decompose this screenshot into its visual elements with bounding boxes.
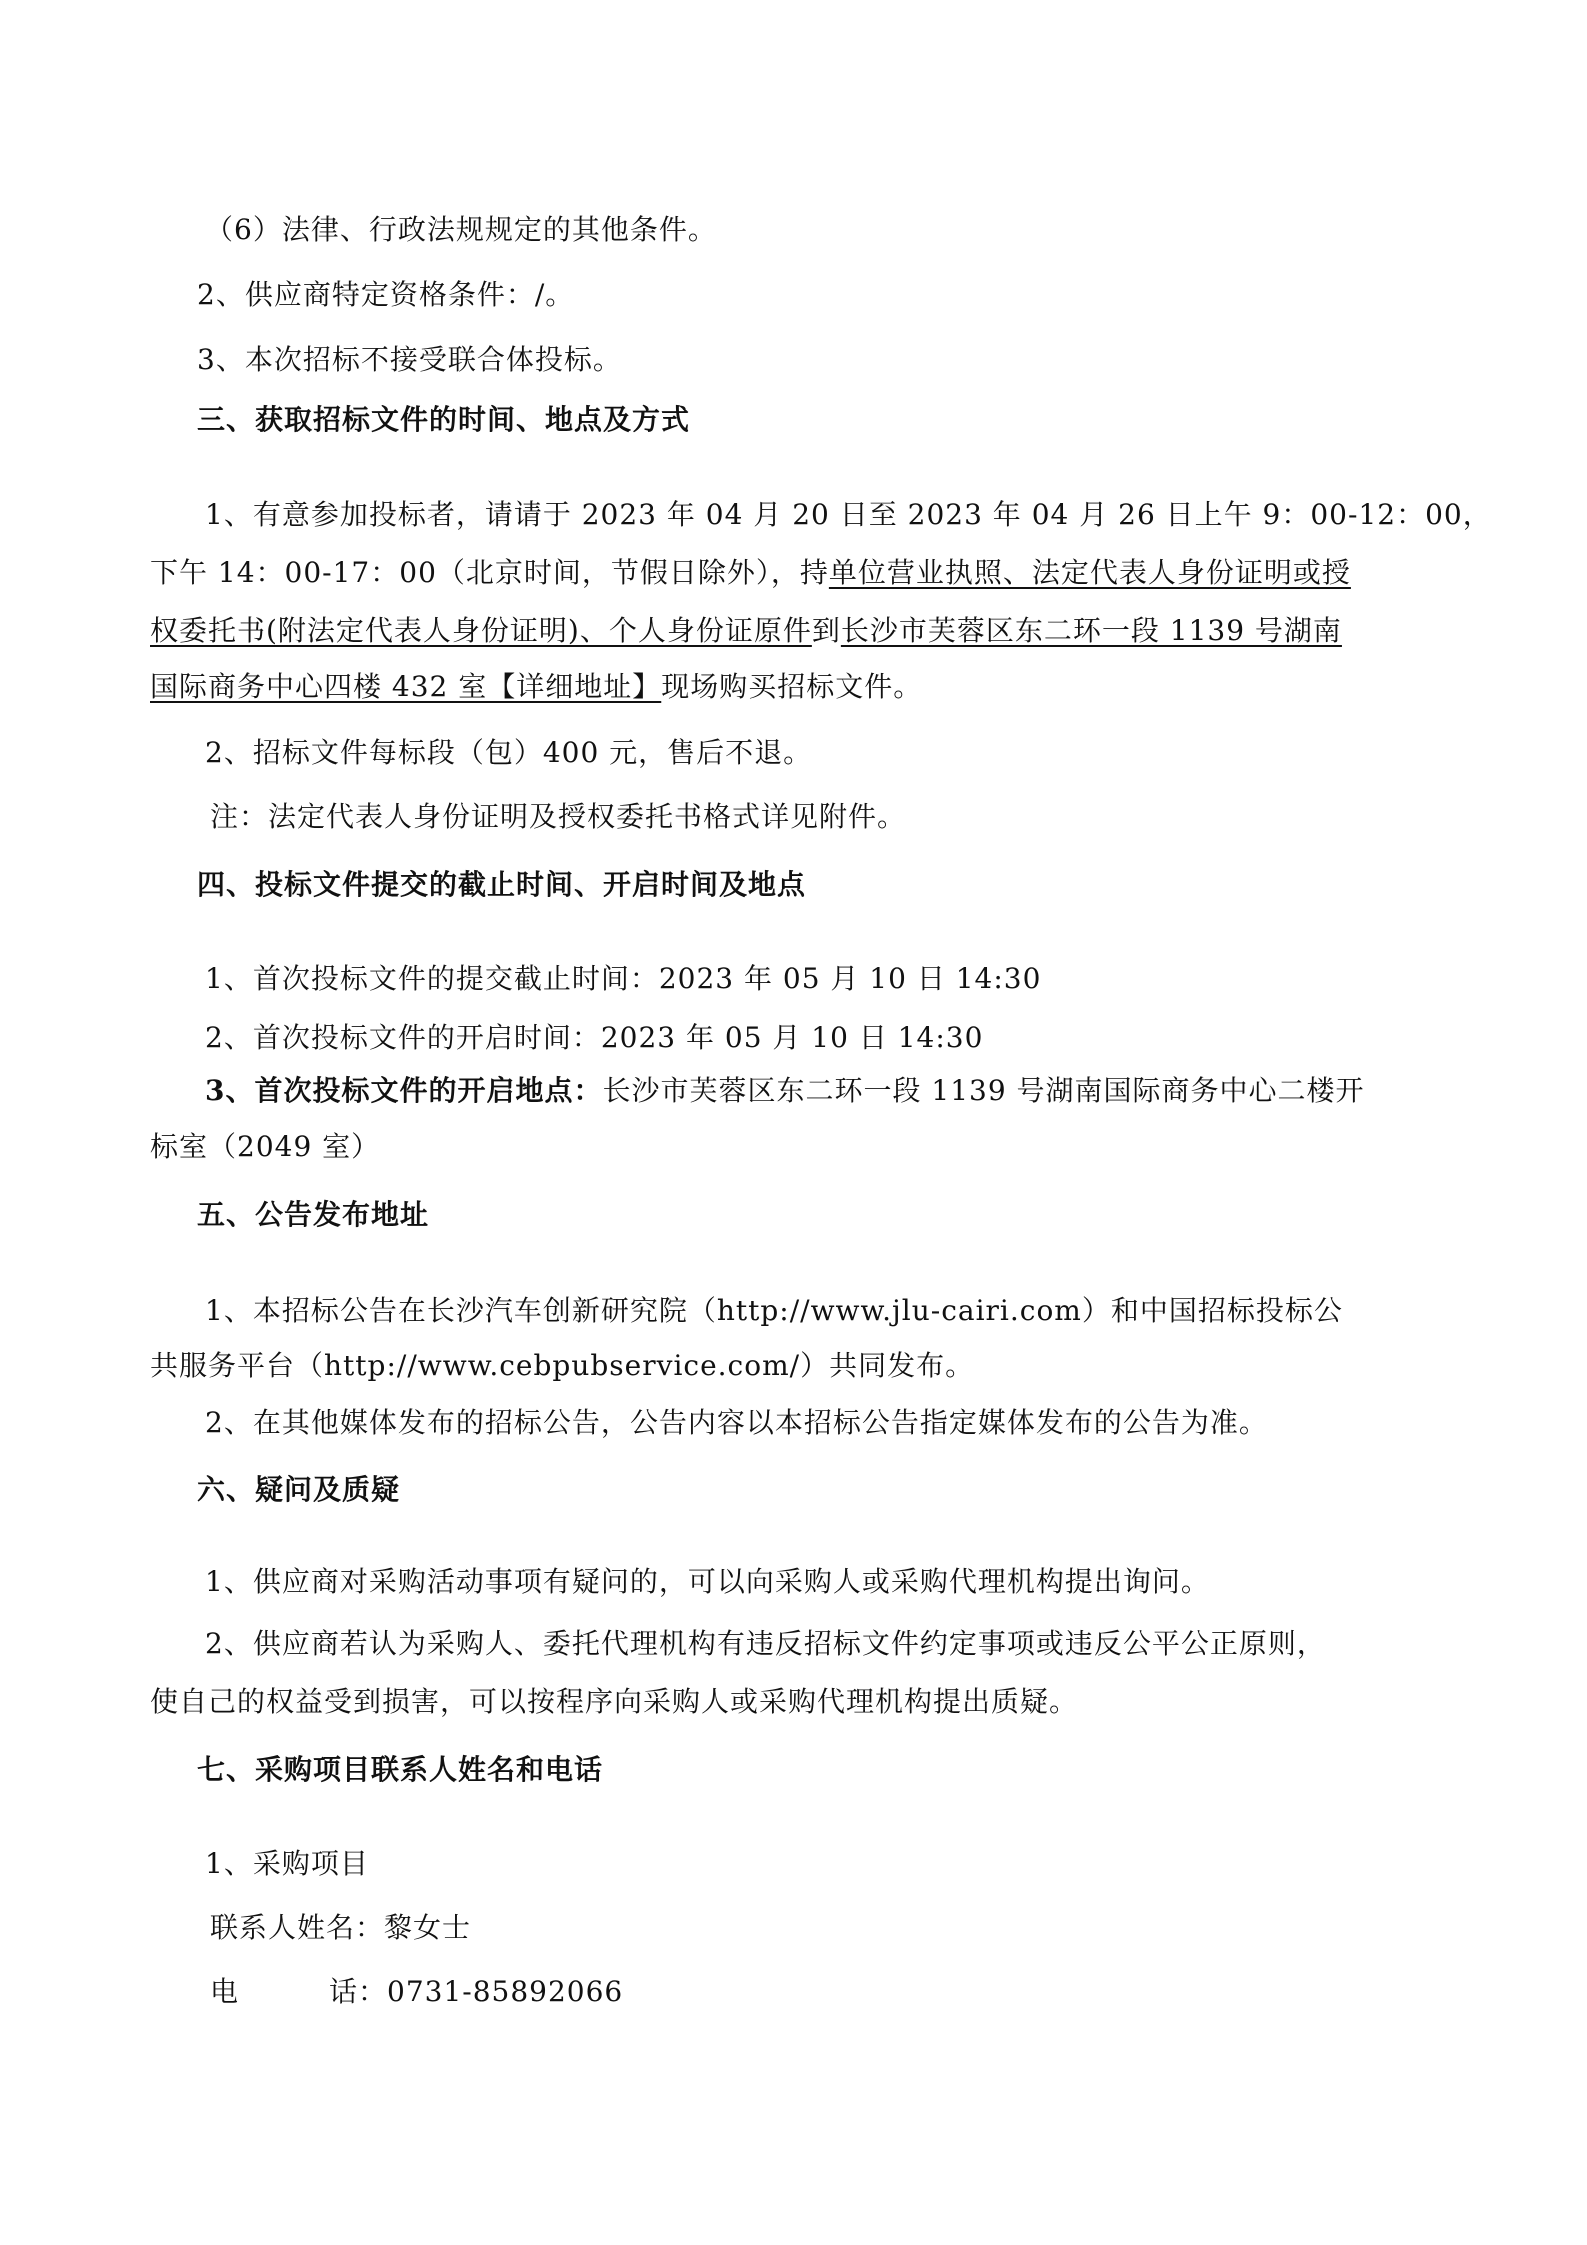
section3-p1-line3: 权委托书(附法定代表人身份证明)、个人身份证原件到长沙市芙蓉区东二环一段 1139 号湖南 xyxy=(150,614,1342,647)
section7-item: 1、采购项目 xyxy=(205,1847,369,1880)
section3-p1-line1: 1、有意参加投标者，请请于 2023 年 04 月 20 日至 2023 年 04 月 26 日上午 9：00-12：00， xyxy=(205,498,1492,531)
section3-p2: 2、招标文件每标段（包）400 元，售后不退。 xyxy=(205,736,813,769)
section3-heading: 三、获取招标文件的时间、地点及方式 xyxy=(197,403,691,436)
section5-heading: 五、公告发布地址 xyxy=(197,1198,430,1231)
condition-item-6: （6）法律、行政法规规定的其他条件。 xyxy=(205,213,717,246)
section4-p3: 3、首次投标文件的开启地点：长沙市芙蓉区东二环一段 1139 号湖南国际商务中心二楼开 xyxy=(205,1074,1365,1107)
section4-p2: 2、首次投标文件的开启时间：2023 年 05 月 10 日 14:30 xyxy=(205,1021,984,1054)
section4-heading: 四、投标文件提交的截止时间、开启时间及地点 xyxy=(197,868,807,901)
section3-note: 注：法定代表人身份证明及授权委托书格式详见附件。 xyxy=(210,800,907,833)
address-text: 长沙市芙蓉区东二环一段 1139 号湖南 xyxy=(840,614,1342,647)
section3-p1-line4: 国际商务中心四楼 432 室【详细地址】现场购买招标文件。 xyxy=(150,670,923,703)
section7-heading: 七、采购项目联系人姓名和电话 xyxy=(197,1753,604,1786)
required-documents-text: 单位营业执照、法定代表人身份证明或授 xyxy=(828,556,1351,589)
section6-heading: 六、疑问及质疑 xyxy=(197,1473,401,1506)
section5-p1-line1: 1、本招标公告在长沙汽车创新研究院（http://www.jlu-cairi.com）和中国招标投标公 xyxy=(205,1294,1343,1327)
section4-p3-line2: 标室（2049 室） xyxy=(150,1130,381,1163)
section3-p1-line2: 下午 14：00-17：00（北京时间，节假日除外），持单位营业执照、法定代表人身份证明或授 xyxy=(150,556,1351,589)
contact-phone: 电 话：0731-85892066 xyxy=(210,1975,624,2008)
section5-p1-line2: 共服务平台（http://www.cebpubservice.com/）共同发布。 xyxy=(150,1349,975,1382)
section6-p2-line2: 使自己的权益受到损害，可以按程序向采购人或采购代理机构提出质疑。 xyxy=(150,1685,1079,1718)
section6-p1: 1、供应商对采购活动事项有疑问的，可以向采购人或采购代理机构提出询问。 xyxy=(205,1565,1210,1598)
contact-name: 联系人姓名：黎女士 xyxy=(210,1911,472,1944)
section4-p1: 1、首次投标文件的提交截止时间：2023 年 05 月 10 日 14:30 xyxy=(205,962,1042,995)
special-qualification: 2、供应商特定资格条件：/。 xyxy=(197,278,575,311)
section6-p2-line1: 2、供应商若认为采购人、委托代理机构有违反招标文件约定事项或违反公平公正原则， xyxy=(205,1627,1326,1660)
consortium-rule: 3、本次招标不接受联合体投标。 xyxy=(197,343,622,376)
section5-p2: 2、在其他媒体发布的招标公告，公告内容以本招标公告指定媒体发布的公告为准。 xyxy=(205,1406,1268,1439)
